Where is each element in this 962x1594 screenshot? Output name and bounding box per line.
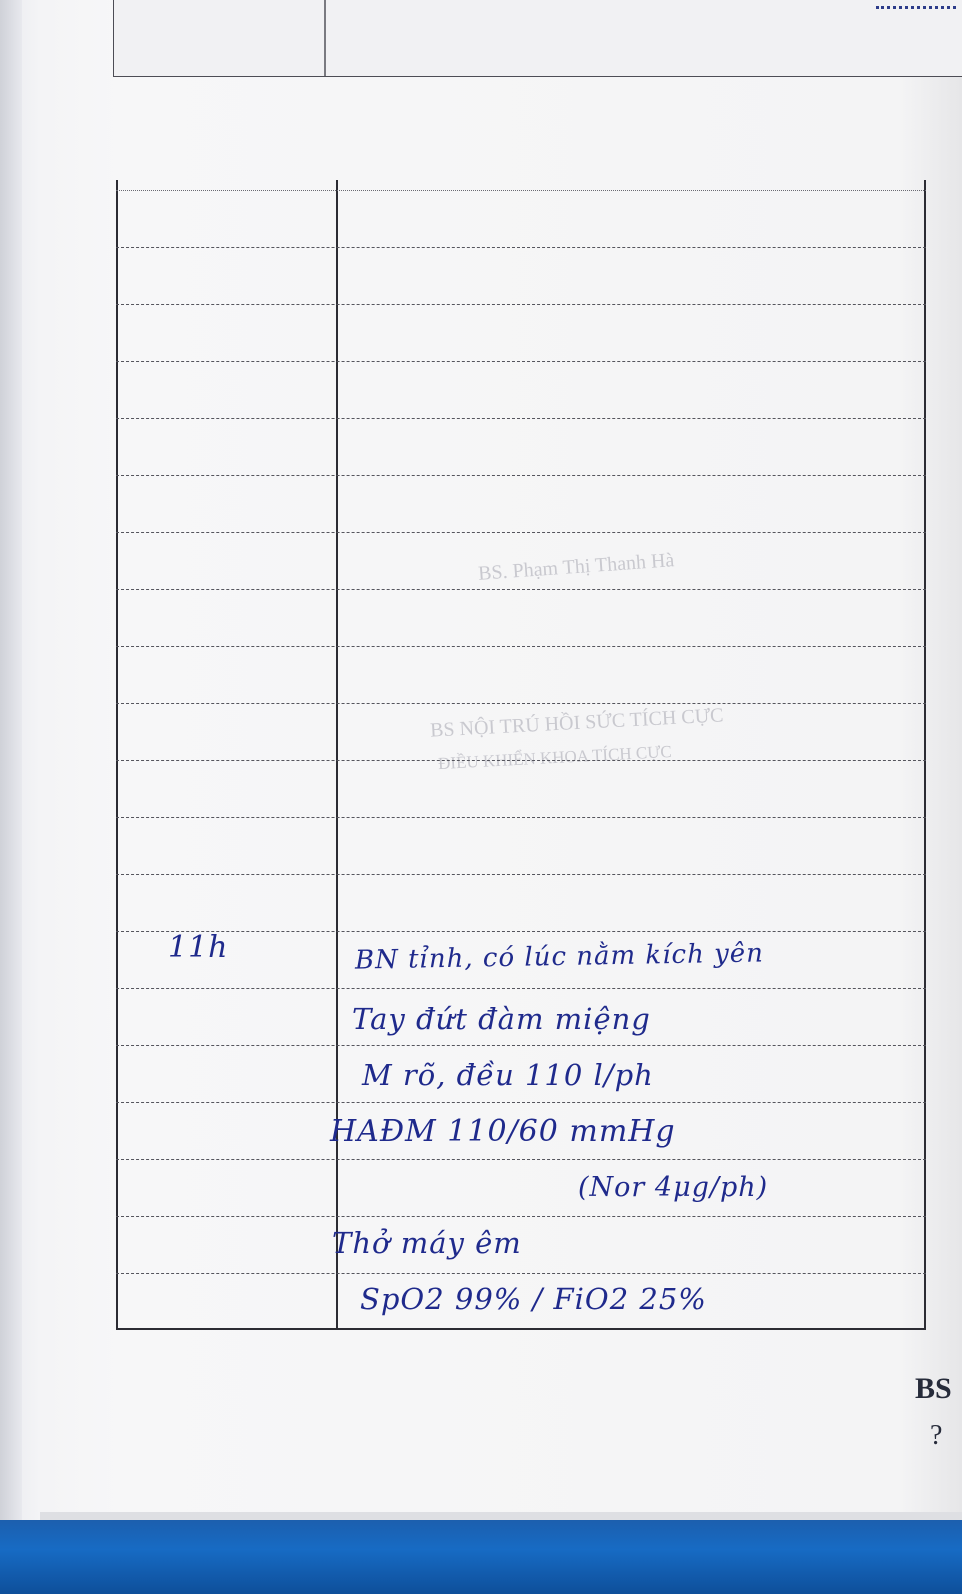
table-rule xyxy=(116,361,926,362)
table-rule xyxy=(116,475,926,476)
table-rule xyxy=(116,247,926,248)
table-rule xyxy=(116,1045,926,1046)
table-rule xyxy=(116,703,926,704)
entry-line-5: (Nor 4μg/ph) xyxy=(578,1172,769,1203)
ghost-stamp-line-1: BS NỘI TRÚ HỒI SỨC TÍCH CỰC xyxy=(429,704,725,742)
entry-time: 11h xyxy=(168,930,229,965)
table-right-border xyxy=(924,180,926,1330)
table-rule xyxy=(116,304,926,305)
table-bottom-border xyxy=(116,1328,926,1330)
previous-column-divider xyxy=(324,0,326,76)
blue-folder xyxy=(0,1520,962,1594)
table-rule xyxy=(116,1102,926,1103)
entry-line-6: Thở máy êm xyxy=(332,1226,522,1260)
table-rule xyxy=(116,988,926,989)
table-left-border xyxy=(116,180,118,1330)
table-rule xyxy=(116,1273,926,1274)
page-left-edge xyxy=(0,0,22,1545)
margin-bs-label: BS xyxy=(915,1372,952,1405)
table-rule xyxy=(116,760,926,761)
ghost-signature: BS. Phạm Thị Thanh Hà xyxy=(477,549,675,585)
margin-bs-sub: ? xyxy=(930,1420,943,1451)
top-dotted-mark xyxy=(876,0,956,9)
entry-line-3: M rõ, đều 110 l/ph xyxy=(362,1058,654,1092)
entry-line-2: Tay đứt đàm miệng xyxy=(352,1002,651,1036)
time-column-divider xyxy=(336,180,338,1330)
entry-line-7: SpO2 99% / FiO2 25% xyxy=(360,1282,707,1316)
table-rule xyxy=(116,418,926,419)
progress-notes-table xyxy=(116,180,962,1330)
table-rule xyxy=(116,589,926,590)
table-rule xyxy=(116,1159,926,1160)
entry-line-1: BN tỉnh, có lúc nằm kích yên xyxy=(354,938,765,976)
table-rule xyxy=(116,931,926,932)
table-rule xyxy=(116,532,926,533)
table-rule xyxy=(116,190,926,191)
table-rule xyxy=(116,1216,926,1217)
table-rule xyxy=(116,646,926,647)
ghost-stamp-line-2: ĐIỀU KHIỂN KHOA TÍCH CỰC xyxy=(437,741,673,774)
entry-line-4: HAĐM 110/60 mmHg xyxy=(330,1114,676,1149)
table-rule xyxy=(116,874,926,875)
previous-table-bottom xyxy=(113,0,962,77)
table-rule xyxy=(116,817,926,818)
